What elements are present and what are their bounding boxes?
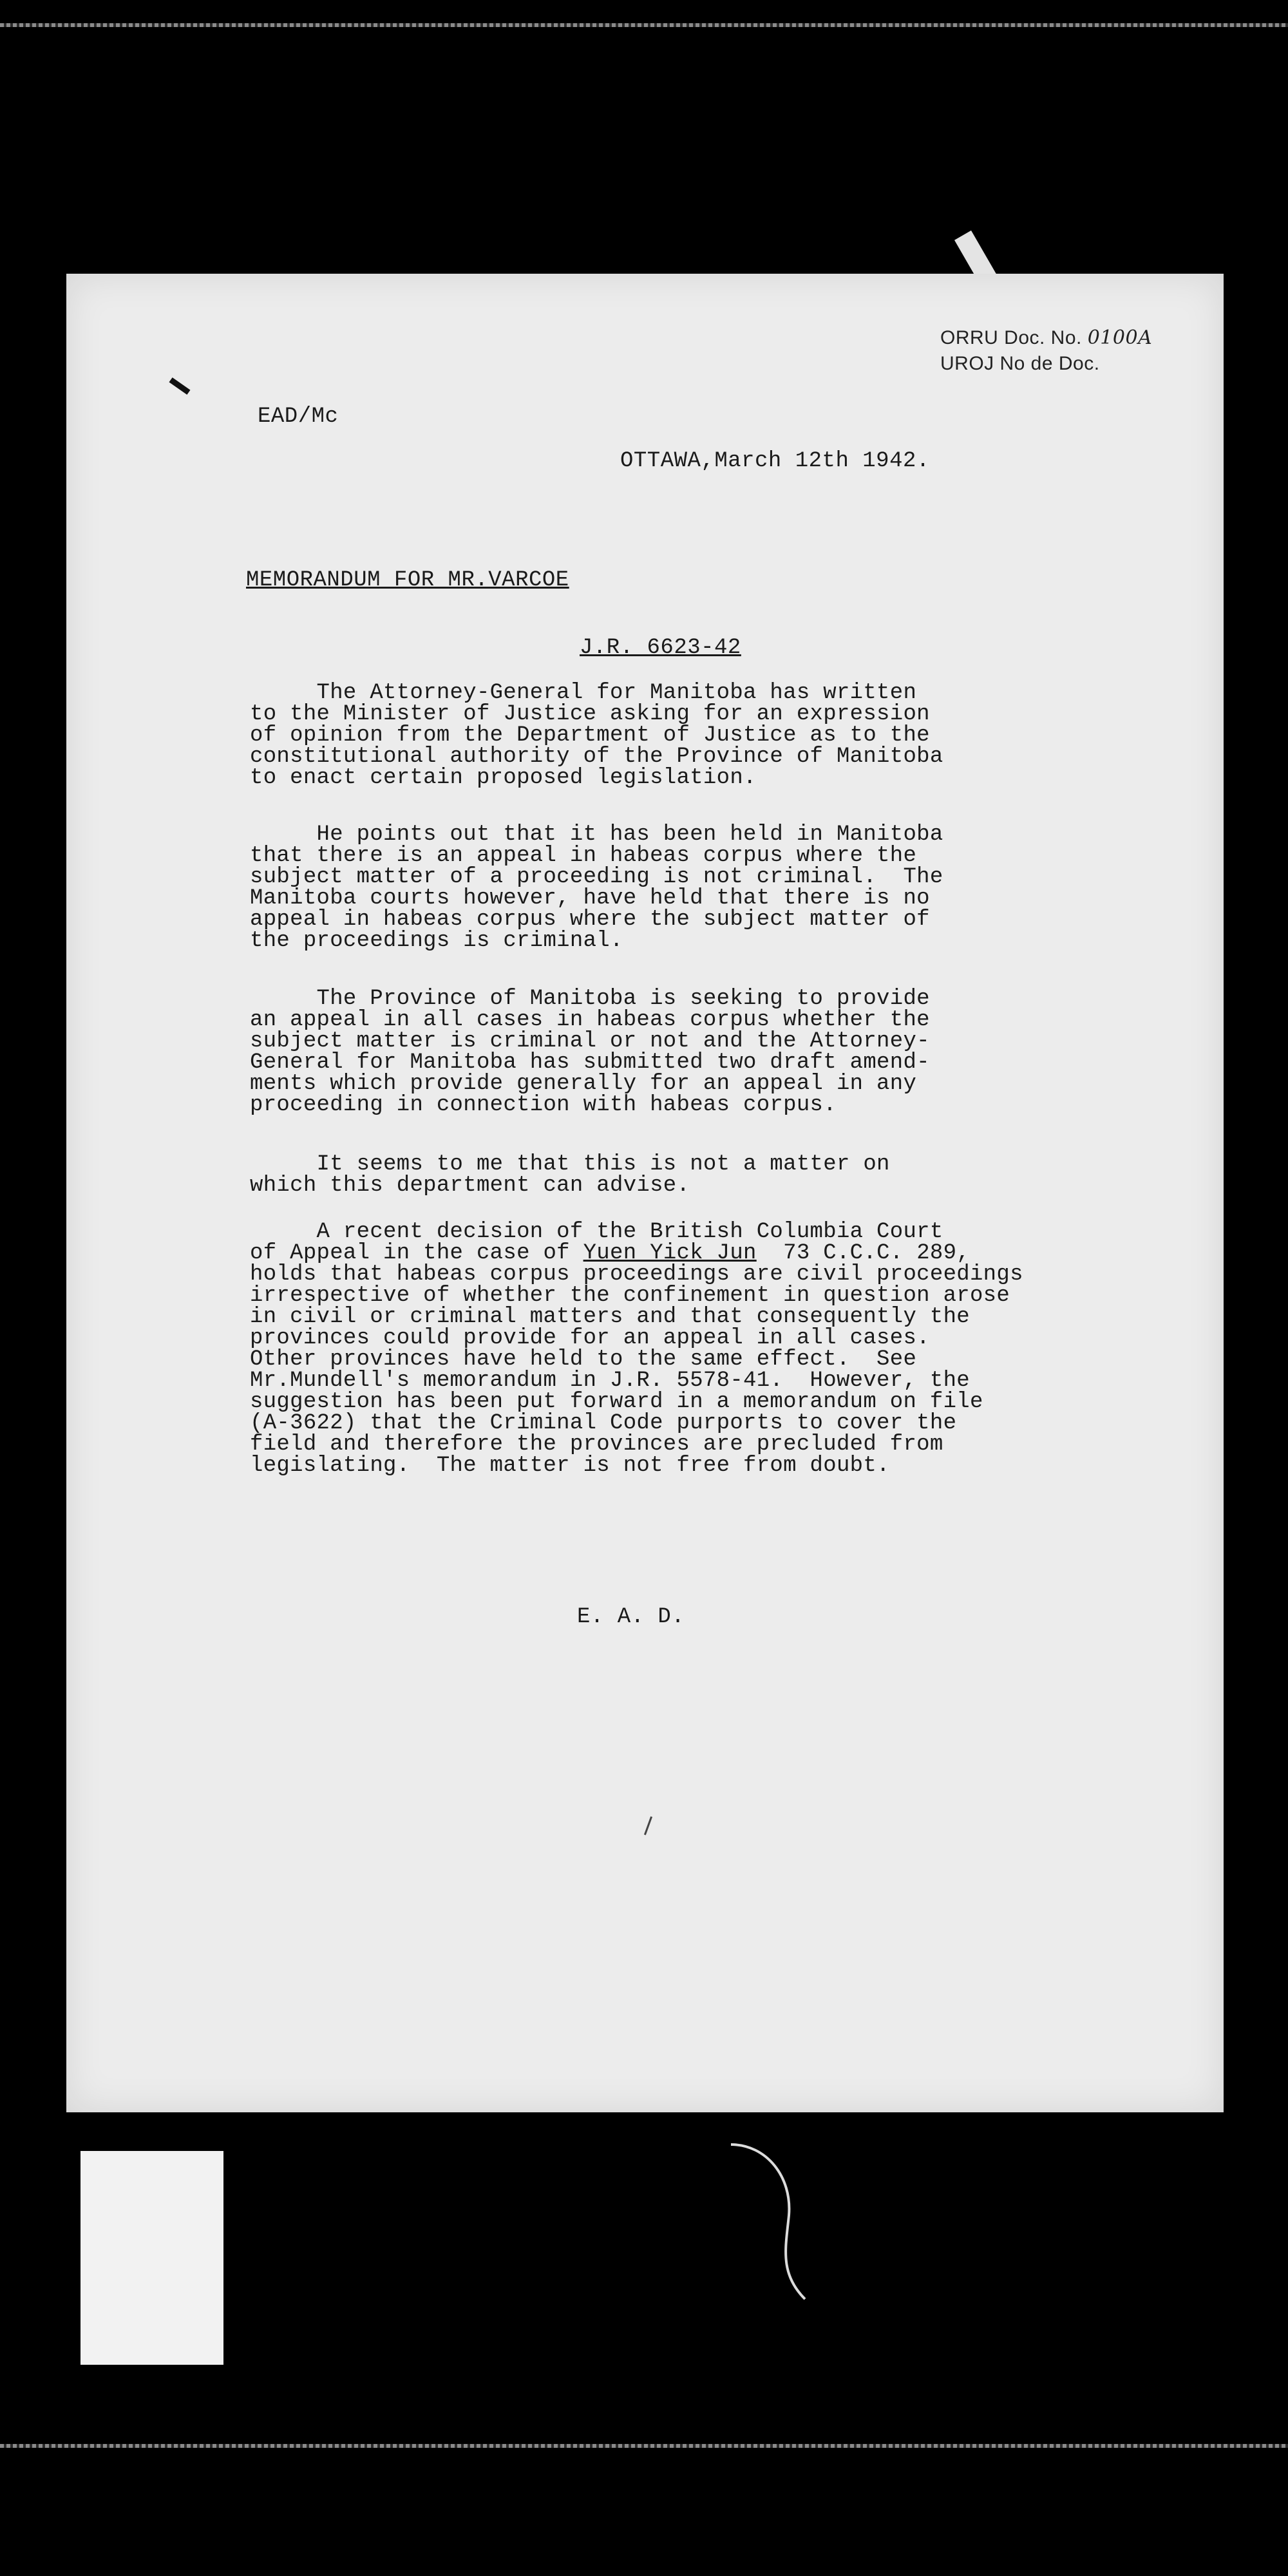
loose-thread [728, 2138, 818, 2306]
memo-reference: EAD/Mc [258, 404, 339, 429]
stamp-line-2: UROJ No de Doc. [940, 353, 1100, 374]
para5-line-2-start: of Appeal in the case of [250, 1241, 583, 1265]
memo-heading: MEMORANDUM FOR MR.VARCOE [246, 568, 569, 592]
file-number: J.R. 6623-42 [580, 636, 741, 660]
para5-line-1: A recent decision of the British Columbia Court [250, 1220, 943, 1244]
stamp-doc-number: 0100A [1087, 327, 1153, 349]
blank-card [80, 2151, 223, 2365]
signature-initials: E. A. D. [577, 1605, 685, 1629]
film-edge-top [0, 23, 1288, 27]
memo-paragraph-5 [250, 1222, 1023, 1477]
memo-paragraph-2: He points out that it has been held in Manitoba that there is an appeal in habeas corpus where the subject matter of a proceeding is not criminal. The Manitoba courts however, have held that there is no appeal in habeas corpus where the subject matter of the proceedings is criminal. [250, 822, 943, 953]
stamp-doc-label: ORRU Doc. No. [940, 327, 1082, 348]
para5-citation: 73 C.C.C. 289, [756, 1241, 971, 1265]
case-name: Yuen Yick Jun [583, 1241, 757, 1265]
film-edge-bottom [0, 2444, 1288, 2448]
memo-date: OTTAWA,March 12th 1942. [620, 449, 930, 473]
para5-body: holds that habeas corpus proceedings are civil proceedings irrespective of whether the confinement in question arose in civil or criminal matters and that consequently the provinces could provide for an appeal in all cases. Other provinces have held to the same effect. See Mr.Mundell's memorandum in J.R. 5578-41. However, the suggestion has been put forward in a memorandum on file (A-3622) that the Criminal Code purports to cover the field and therefore the provinces are precluded from legislating. The matter is not free from doubt. [250, 1262, 1023, 1478]
memo-paragraph-3: The Province of Manitoba is seeking to provide an appeal in all cases in habeas corpus whether the subject matter is criminal or not and the Attorney- General for Manitoba has submitted two draft amend- ments which provide generally for an appeal in any proceeding in connection with habeas corpus. [250, 987, 930, 1117]
memo-paragraph-1: The Attorney-General for Manitoba has written to the Minister of Justice asking for an expression of opinion from the Department of Justice as to the constitutional authority of the Province of Manitoba to enact certain proposed legislation. [250, 681, 943, 790]
memo-paragraph-4: It seems to me that this is not a matter on which this department can advise. [250, 1152, 890, 1198]
stamp-line-1 [940, 325, 1152, 351]
document-stamp [940, 325, 1152, 377]
